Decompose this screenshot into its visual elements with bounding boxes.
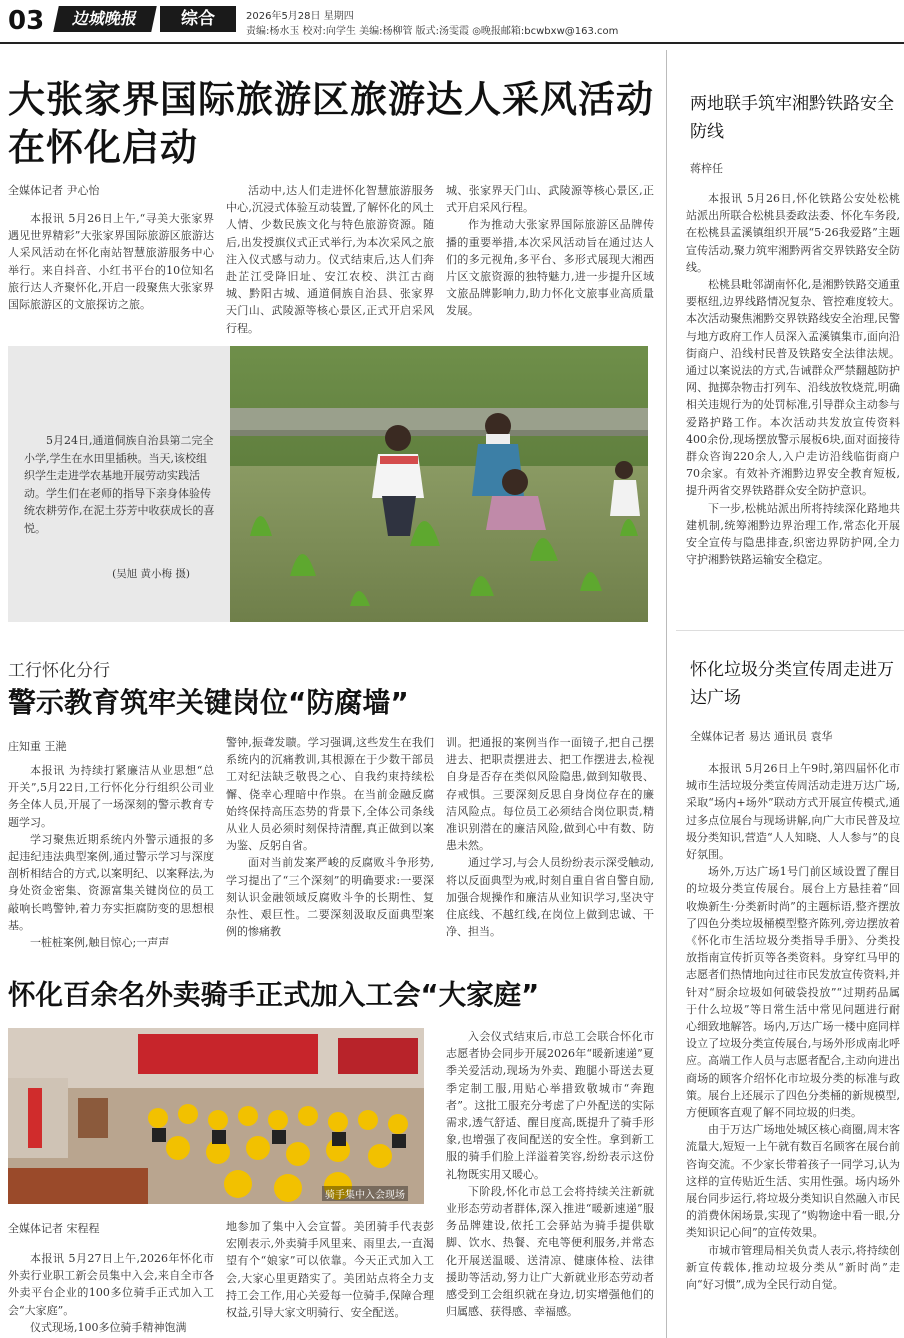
paragraph: 作为推动大张家界国际旅游区品牌传播的重要举措,本次采风活动旨在通过达人们的多元视角,多平台、多形式展现大湘西片区文旅资源的独特魅力,进一步提升区域文旅品牌影响力,助力怀化文旅事业高质量发展。 [446,218,654,318]
paragraph: 警钟,振聋发聩。学习强调,这些发生在我们系统内的沉痛教训,其根源在于少数干部员工对纪法缺乏敬畏之心、自我约束持续松懈、侥幸心理暗中作祟。在当前金融反腐始终保持高压态势的背景下,全体公司条线从业人员必须时刻保持清醒,真正做到以案为鉴、反躬自省。 [226,736,434,853]
article2-column-1 [8,762,214,951]
column-divider [666,50,667,1338]
article2-byline: 庄知重 王滟 [8,740,67,753]
paragraph: 本报讯 5月26日上午,“寻美大张家界 遇见世界精彩”大张家界国际旅游区旅游达人采风活动在怀化南站智慧旅游服务中心举行。来自抖音、小红书平台的10位知名旅行达人齐聚怀化,开启一段聚焦大张家界国际旅游区的文旅探访之旅。 [8,212,214,312]
paragraph: 由于万达广场地处城区核心商圈,周末客流量大,短短一上午就有数百名顾客在展台前咨询交流。不少家长带着孩子一同学习,认为这样的宣传贴近生活、实用性强。场内场外展台同步运行,将垃圾分类知识自然融入市民的消费休闲场景,实现了“购物途中看一眼,分类知识记心间”的宣传效果。 [686,1123,900,1240]
article1-column-1 [8,210,214,313]
article3-headline: 怀化百余名外卖骑手正式加入工会“大家庭” [8,979,540,1011]
article1-column-2 [226,182,434,335]
masthead-credits: 责编:杨水玉 校对:向学生 美编:杨柳管 版式:汤雯霞 ◎晚报邮箱:bcwbxw@163.com [246,26,619,37]
article3-column-3 [446,1028,654,1320]
paragraph: 训。把通报的案例当作一面镜子,把自己摆进去、把职责摆进去、把工作摆进去,检视自身是否存在类似风险隐患,做到知敬畏、存戒惧。三要深刻反思自身岗位存在的廉洁风险点。每位员工必须结合岗位职责,精准识别潜在的廉洁风险,做到心中有数、防患未然。 [446,736,654,853]
paper-name: 边城晚报 [53,6,157,32]
rice-planting-photo [230,346,648,622]
union-ceremony-photo [8,1028,424,1204]
paragraph: 下一步,松桃站派出所将持续深化路地共建机制,统筹湘黔边界治理工作,常态化开展安全宣传与隐患排查,织密边界防护网,全力守护湘黔铁路运输安全稳定。 [686,501,900,567]
article2-column-3 [446,734,654,940]
article3-byline: 全媒体记者 宋程程 [8,1222,100,1235]
masthead-rule [0,42,904,44]
paragraph: 场外,万达广场1号门前区域设置了醒目的垃圾分类宣传展台。展台上方悬挂着“回收焕新生·分类新时尚”的主题标语,整齐摆放了四色分类垃圾桶模型整齐陈列,旁边摆放着《怀化市生活垃圾分类指导手册》、分类投放指南宣传折页等各类资料。身穿红马甲的志愿者们热情地向过往市民发放宣传资料,并针对“厨余垃圾如何破袋投放”“过期药品属于什么垃圾”等日常生活中常见问题进行耐心细致地解答。场内,万达广场一楼中庭同样设立了垃圾分类宣传展台,与场外形成南北呼应。高端工作人员与志愿者配合,主动向进出商场的顾客介绍怀化市垃圾分类的标准与政策。展台上还展示了四色分类桶的新规模型,方便顾客直观了解不同垃圾的归类。 [686,865,900,1120]
sidebar-divider [676,630,904,631]
paragraph: 一桩桩案例,触目惊心;一声声 [30,936,170,950]
article3-column-1 [8,1250,214,1334]
article2-kicker: 工行怀化分行 [8,661,110,681]
paragraph: 松桃县毗邻湖南怀化,是湘黔铁路交通重要枢纽,边界线路情况复杂、管控难度较大。本次活动聚焦湘黔交界铁路线安全治理,民警与地方政府工作人员深入孟溪镇集市,面向沿街商户、沿线村民普及铁路安全法律法规。通过以案说法的方式,告诫群众严禁翻越防护网、抛掷杂物击打列车、沿线放牧烧荒,明确相关违规行为的处罚标准,引导群众主动参与爱路护路工作。本次活动共发放宣传资料400余份,现场摆放警示展板6块,面对面接待群众咨询220余人,入户走访沿线临街商户70余家。有效补齐湘黔边界安全教育短板,提升两省交界铁路群众安全防护意识。 [686,278,900,498]
paragraph: 本报讯 5月27日上午,2026年怀化市外卖行业职工新会员集中入会,来自全市各外卖平台企业的100多位骑手正式加入工会“大家庭”。 [8,1252,214,1317]
paragraph: 城、张家界天门山、武陵源等核心景区,正式开启采风行程。 [446,184,654,215]
sidebar-article2-headline: 怀化垃圾分类宣传周走进万达广场 [690,660,894,708]
paragraph: 仪式现场,100多位骑手精神饱满 [30,1320,187,1334]
article1-headline: 大张家界国际旅游区旅游达人采风活动在怀化启动 [8,78,654,169]
article3-column-2 [226,1218,434,1321]
paragraph: 市城市管理局相关负责人表示,将持续创新宣传载体,推动垃圾分类从“新时尚”走向“好习惯”,成为全民行动自觉。 [686,1243,900,1292]
section-label: 综合 [160,6,236,32]
paragraph: 下阶段,怀化市总工会将持续关注新就业形态劳动者群体,深入推进“暖新速递”服务品牌建设,依托工会驿站为骑手提供歇脚、饮水、热餐、充电等便利服务,并常态化开展送温暖、送清凉、健康体检、法律援助等活动,努力让广大新就业形态劳动者感受到工会组织就在身边,切实增强他们的归属感、获得感、幸福感。 [446,1184,654,1319]
paragraph: 学习聚焦近期系统内外警示通报的多起违纪违法典型案例,通过警示学习与深度剖析相结合的方式,以案明纪、以案释法,为身处资金密集、资源富集关键岗位的员工敲响长鸣警钟,着力夯实拒腐防变的思想根基。 [8,832,214,932]
sidebar-article2-body [686,760,900,1293]
masthead-date: 2026年5月28日 星期四 [246,11,354,22]
article2-headline: 警示教育筑牢关键岗位“防腐墙” [8,686,409,719]
paragraph: 面对当前发案严峻的反腐败斗争形势,学习提出了“三个深刻”的明确要求:一要深刻认识金融领域反腐败斗争的长期性、复杂性、艰巨性。二要深刻汲取反面典型案例的惨痛教 [226,856,434,939]
paragraph: 本报讯 5月26日,怀化铁路公安处松桃站派出所联合松桃县委政法委、怀化车务段,在松桃县孟溪镇组织开展“5·26我爱路”主题宣传活动,聚力筑牢湘黔两省交界铁路安全防线。 [686,192,900,274]
photo1-credit: (吴旭 黄小梅 摄) [112,568,190,580]
union-ceremony-illustration [8,1028,424,1204]
rice-field-illustration [230,346,648,622]
page-number: 03 [8,6,45,36]
sidebar-article1-byline: 蒋梓任 [690,162,723,175]
article1-byline: 全媒体记者 尹心怡 [8,184,100,197]
sidebar-article1-body [686,190,900,568]
paragraph: 活动中,达人们走进怀化智慧旅游服务中心,沉浸式体验互动装置,了解怀化的风土人情、少数民族文化与特色旅游资源。随后,出发授旗仪式正式举行,为本次采风之旅注入仪式感与动力。仪式结束后,达人们奔赴芷江受降旧址、安江农校、洪江古商城、黔阳古城、通道侗族自治县、张家界天门山、武陵源等核心景区,正式开启采风行程。 [226,184,434,335]
sidebar-article2-byline: 全媒体记者 易达 通讯员 袁华 [690,730,833,743]
paragraph: 本报讯 5月26日上午9时,第四届怀化市城市生活垃圾分类宣传周活动走进万达广场,采取“场内+场外”联动方式开展宣传模式,通过多点位展台与现场讲解,向广大市民普及垃圾分类知识,营造“人人知晓、人人参与”的良好氛围。 [686,762,900,862]
photo1-caption: 5月24日,通道侗族自治县第二完全小学,学生在水田里插秧。当天,该校组织学生走进学农基地开展劳动实践活动。学生们在老师的指导下亲身体验传统农耕劳作,在泥土芬芳中收获成长的喜悦。 [24,434,215,535]
article2-column-2 [226,734,434,940]
paragraph: 通过学习,与会人员纷纷表示深受触动,将以反面典型为戒,时刻自重自省自警自励,加强合规操作和廉洁从业知识学习,坚决守住底线、不越红线,在岗位上做到忠诚、干净、担当。 [446,856,654,939]
paragraph: 入会仪式结束后,市总工会联合怀化市志愿者协会同步开展2026年“暖新速递”夏季关爱活动,现场为外卖、跑腿小哥送去夏季定制工服,用贴心举措致敬城市“奔跑者”。这批工服充分考虑了户外配送的实际需求,透气舒适、醒目度高,既提升了骑手形象,也增强了夜间配送的安全性。拿到新工服的骑手们脸上洋溢着笑容,纷纷表示这份礼物既实用又暖心。 [446,1030,654,1181]
sidebar-article1-headline: 两地联手筑牢湘黔铁路安全防线 [690,94,894,142]
paragraph: 本报讯 为持续打紧廉洁从业思想“总开关”,5月22日,工行怀化分行组织公司业务全体人员,开展了一场深刻的警示教育专题学习。 [8,764,214,829]
photo2-caption: 骑手集中入会现场 [322,1186,408,1201]
paragraph: 地参加了集中入会宣誓。美团骑手代表彭宏刚表示,外卖骑手风里来、雨里去,一直渴望有个“娘家”可以依靠。今天正式加入工会,大家心里更踏实了。美团站点将全力支持工会工作,用心关爱每一位骑手,保障合理权益,引导大家文明骑行、安全配送。 [226,1220,434,1320]
article1-column-3 [446,182,654,320]
